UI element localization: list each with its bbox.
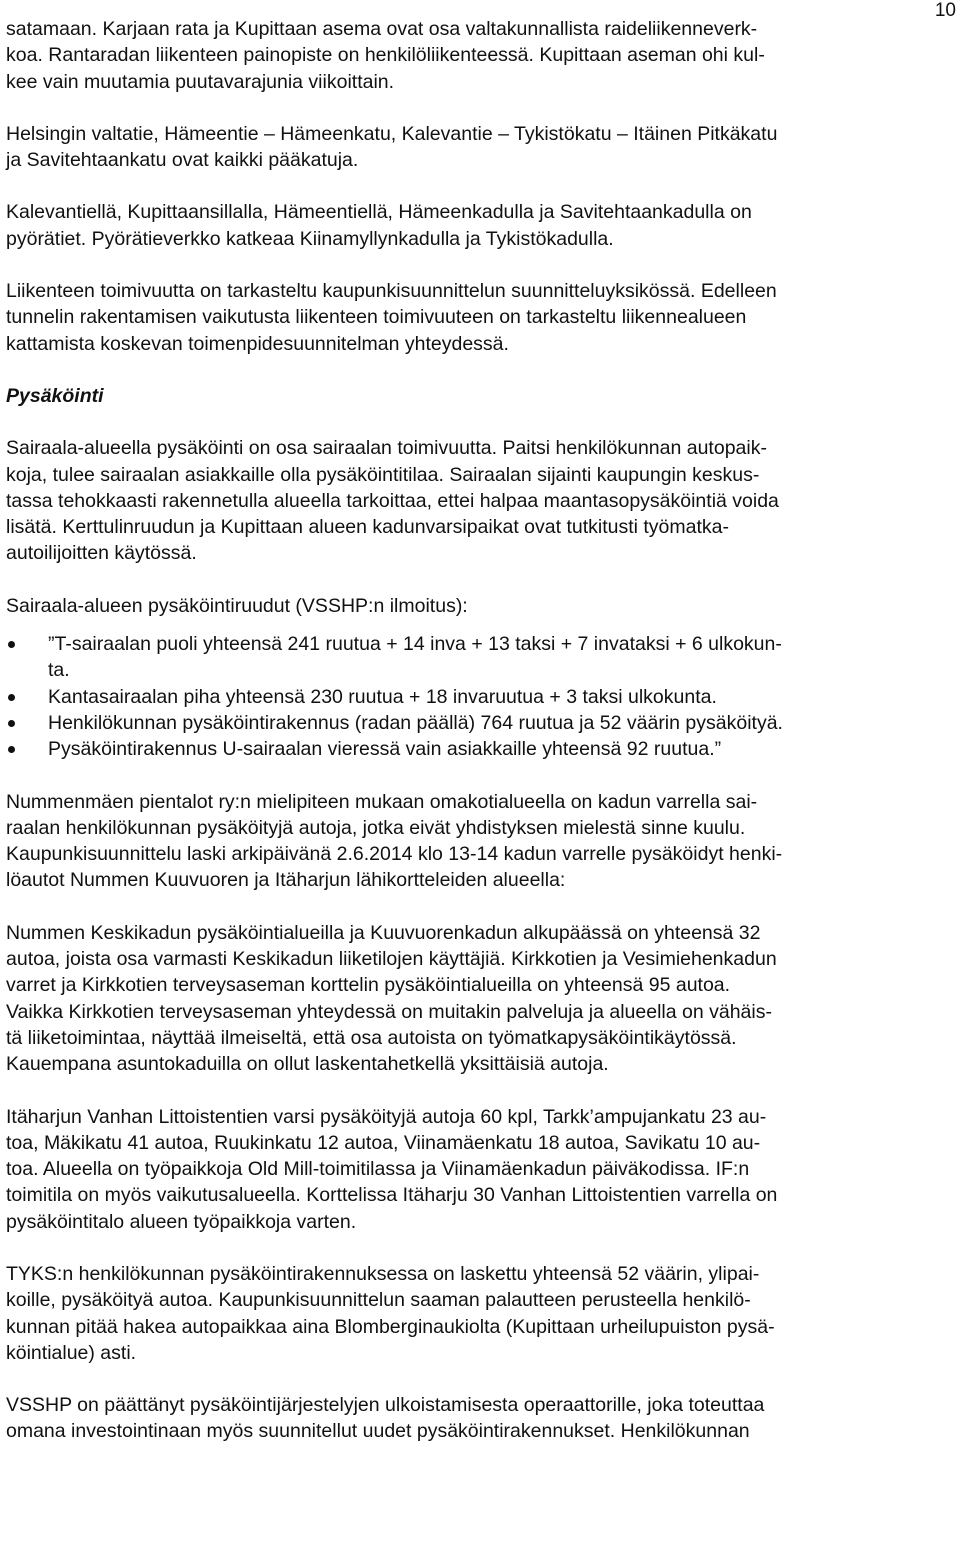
paragraph-main-streets: Helsingin valtatie, Hämeentie – Hämeenkatu, Kalevantie – Tykistökatu – Itäinen Pitkäkatu ja Savitehtaankatu ovat kaikki pääkatuja. (6, 122, 778, 172)
paragraph-hospital-parking: Sairaala-alueella pysäköinti on osa sairaalan toimivuutta. Paitsi henkilökunnan autopaik- koja, tulee sairaalan asiakkaille olla pysäköintitilaa. Sairaalan sijainti kaupungin keskus- tassa tehokkaasti rakennetulla alueella tarkoittaa, ettei halpaa maantasopysäköintiä voida lisätä. Kerttulinruudun ja Kupittaan alueen kadunvarsipaikat ovat tutkitusti työmatka- autoilijoitten käytössä. (6, 437, 779, 565)
list-item-text: Kantasairaalan piha yhteensä 230 ruutua + 18 invaruutua + 3 taksi ulkokunta. (48, 685, 717, 708)
list-item-text: Henkilökunnan pysäköintirakennus (radan päällä) 764 ruutua ja 52 väärin pysäköityä. (48, 711, 783, 734)
paragraph-railway: satamaan. Karjaan rata ja Kupittaan asema ovat osa valtakunnallista raideliikenneverk- koa. Rantaradan liikenteen painopiste on henkilöliikenteessä. Kupittaan aseman ohi kul- kee vain muutamia puutavarajunia viikoittain. (6, 18, 765, 93)
parking-spaces-list (6, 631, 954, 762)
list-item (6, 631, 954, 684)
list-item (6, 736, 954, 762)
list-item-text: Pysäköintirakennus U-sairaalan vieressä vain asiakkaille yhteensä 92 ruutua.” (48, 738, 722, 761)
paragraph-cycle-paths: Kalevantiellä, Kupittaansillalla, Hämeentiellä, Hämeenkadulla ja Savitehtaankadulla on pyörätiet. Pyörätieverkko katkeaa Kiinamyllynkadulla ja Tykistökadulla. (6, 201, 752, 250)
section-heading-parking: Pysäköinti (6, 384, 104, 407)
list-item (6, 684, 954, 710)
bullet-icon (8, 720, 15, 727)
paragraph-nummenmaki-opinion: Nummenmäen pientalot ry:n mielipiteen mukaan omakotialueella on kadun varrella sai- raalan henkilökunnan pysäköityjä autoja, jotka eivät yhdistyksen mielestä sinne kuulu. Kaupunkisuunnittelu laski arkipäivänä 2.6.2014 klo 13-14 kadun varrelle pysäköidyt henki- löautot Nummen Kuuvuoren ja Itäharjun lähikortteleiden alueella: (6, 790, 783, 892)
paragraph-traffic-performance: Liikenteen toimivuutta on tarkasteltu kaupunkisuunnittelun suunnitteluyksikössä. Edelleen tunnelin rakentamisen vaikutusta liikenteen toimivuuteen on tarkasteltu liikennealueen kattamista koskevan toimenpidesuunnitelman yhteydessä. (6, 280, 777, 355)
bullet-icon (8, 694, 15, 701)
paragraph-tyks-staff-parking: TYKS:n henkilökunnan pysäköintirakennuksessa on laskettu yhteensä 52 väärin, ylipai- koille, pysäköityä autoa. Kaupunkisuunnittelun saaman palautteen perusteella henkilö- kunnan pitää hakea autopaikkaa aina Blomberginaukiolta (Kupittaan urheilupuiston pysä- köintialue) asti. (6, 1262, 775, 1364)
paragraph-vsshp-operator: VSSHP on päättänyt pysäköintijärjestelyjen ulkoistamisesta operaattorille, joka toteuttaa omana investointinaan myös suunnitellut uudet pysäköintirakennukset. Henkilökunnan (6, 1394, 765, 1443)
list-item (6, 710, 954, 736)
bullet-icon (8, 641, 15, 648)
page-number: 10 (934, 0, 956, 21)
paragraph-itaharju-count: Itäharjun Vanhan Littoistentien varsi pysäköityjä autoja 60 kpl, Tarkk’ampujankatu 23 au- toa, Mäkikatu 41 autoa, Ruukinkatu 12 autoa, Viinamäenkatu 18 autoa, Savikatu 10 au- toa. Alueella on työpaikkoja Old Mill-toimitilassa ja Viinamäenkadun päiväkodissa. IF:n toimitila on myös vaikutusalueella. Korttelissa Itäharju 30 Vanhan Littoistentien varrella on pysäköintitalo alueen työpaikkoja varten. (6, 1105, 778, 1233)
paragraph-nummi-count: Nummen Keskikadun pysäköintialueilla ja Kuuvuorenkadun alkupäässä on yhteensä 32 autoa, joista osa varmasti Keskikadun liiketilojen käyttäjiä. Kirkkotien ja Vesimiehenkadun varret ja Kirkkotien terveysaseman korttelin pysäköintialueilla on yhteensä 95 autoa. Vaikka Kirkkotien terveysaseman yhteydessä on muitakin palveluja ja alueella on vähäis- tä liiketoimintaa, näyttää ilmeiseltä, että osa autoista on työmatkapysäköintikäytössä. Kauempana asuntokaduilla on ollut laskentahetkellä yksittäisiä autoja. (6, 921, 777, 1076)
bullet-icon (8, 746, 15, 753)
list-item-text: ”T-sairaalan puoli yhteensä 241 ruutua + 14 inva + 13 taksi + 7 invataksi + 6 ulkokun- ta. (48, 633, 782, 682)
paragraph-parking-spaces-intro: Sairaala-alueen pysäköintiruudut (VSSHP:n ilmoitus): (6, 594, 468, 617)
document-body (6, 16, 954, 1445)
